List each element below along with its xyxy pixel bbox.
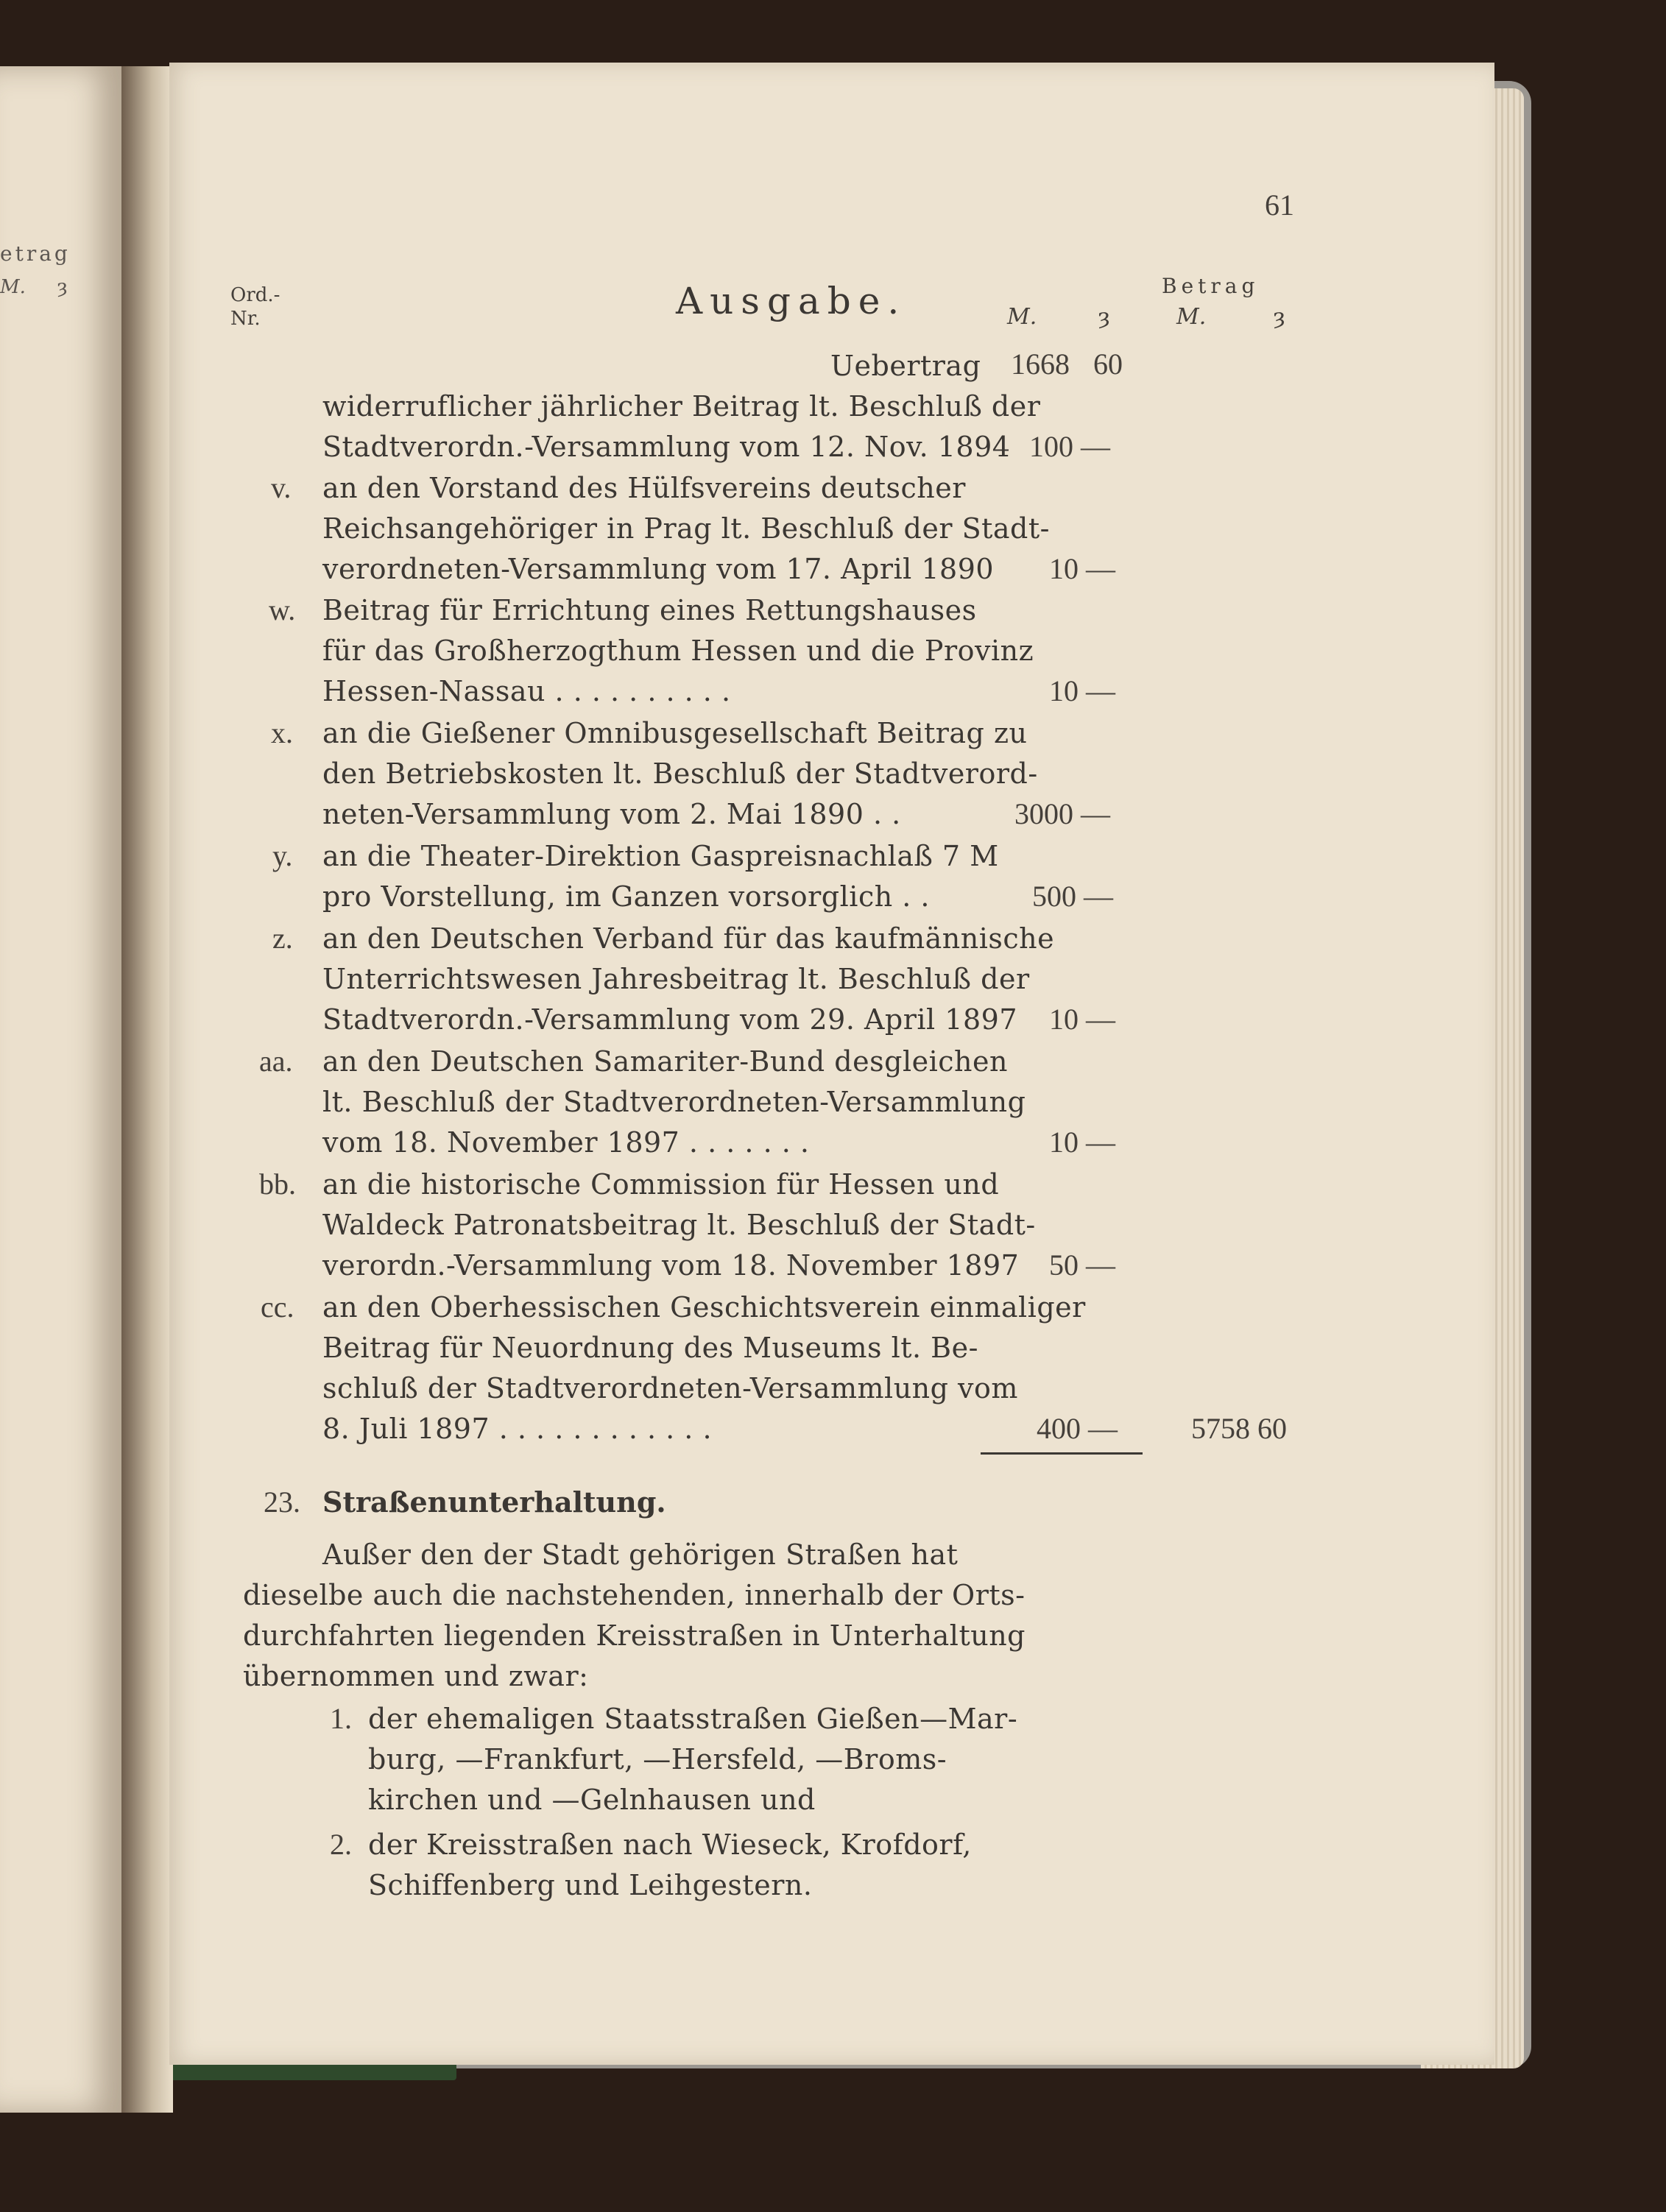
list-line: burg, —Frankfurt, —Hersfeld, —Broms- — [368, 1743, 947, 1775]
entry-line: widerruflicher jährlicher Beitrag lt. Beschluß der — [322, 390, 1041, 423]
right-page — [169, 63, 1494, 2065]
list-nr: 1. — [330, 1702, 352, 1735]
carry-pf: 60 — [1093, 347, 1123, 381]
entry-line: an die historische Commission für Hessen und — [322, 1168, 1000, 1201]
entry-amount: 10 — — [1049, 552, 1115, 585]
entry-line: an den Deutschen Samariter-Bund desgleichen — [322, 1045, 1008, 1078]
left-fragment-betrag: etrag — [0, 241, 71, 266]
entry-line: Unterrichtswesen Jahresbeitrag lt. Beschluß der — [322, 963, 1030, 995]
entry-amount: 50 — — [1049, 1248, 1115, 1282]
entry-amount: 400 — — [1037, 1412, 1118, 1445]
entry-line: Beitrag für Neuordnung des Museums lt. Be- — [322, 1332, 978, 1364]
left-fragment-mark: M. — [0, 276, 26, 298]
left-fragment-pf: ȝ — [57, 276, 68, 298]
col1-pf-header: ȝ — [1098, 304, 1110, 330]
entry-amount: 10 — — [1049, 1003, 1115, 1036]
betrag-header: Betrag — [1162, 274, 1260, 298]
entry-nr: x. — [271, 716, 293, 749]
ord-header-line1: Ord.- — [230, 284, 280, 306]
book-gutter — [121, 66, 173, 2113]
paragraph-line: Außer den der Stadt gehörigen Straßen hat — [322, 1538, 959, 1571]
entry-nr: v. — [271, 471, 292, 504]
entry-nr: w. — [269, 593, 296, 626]
carry-label: Uebertrag — [830, 350, 981, 382]
entry-line: an den Deutschen Verband für das kaufmännische — [322, 922, 1055, 955]
entry-nr: cc. — [261, 1290, 294, 1324]
entry-line: Hessen-Nassau . . . . . . . . . . — [322, 675, 731, 707]
entry-line: verordn.-Versammlung vom 18. November 1897 — [322, 1249, 1020, 1282]
ord-header-line2: Nr. — [230, 308, 261, 330]
entry-amount: 3000 — — [1014, 797, 1110, 830]
entry-line: Reichsangehöriger in Prag lt. Beschluß der Stadt- — [322, 512, 1050, 545]
entry-line: an die Gießener Omnibusgesellschaft Beitrag zu — [322, 717, 1028, 749]
entry-line: an die Theater-Direktion Gaspreisnachlaß 7 M — [322, 840, 999, 872]
sum-rule — [981, 1452, 1143, 1455]
list-line: kirchen und —Gelnhausen und — [368, 1784, 816, 1816]
list-line: Schiffenberg und Leihgestern. — [368, 1869, 813, 1901]
list-nr: 2. — [330, 1828, 352, 1861]
entry-line: schluß der Stadtverordneten-Versammlung vom — [322, 1372, 1018, 1404]
entry-line: Stadtverordn.-Versammlung vom 29. April 1897 — [322, 1003, 1018, 1036]
entry-nr: bb. — [259, 1167, 296, 1201]
paragraph-line: dieselbe auch die nachstehenden, innerhalb der Orts- — [243, 1579, 1026, 1611]
entry-amount: 10 — — [1049, 674, 1115, 707]
entry-line: pro Vorstellung, im Ganzen vorsorglich . . — [322, 880, 931, 913]
section-nr: 23. — [264, 1485, 300, 1519]
entry-line: 8. Juli 1897 . . . . . . . . . . . . — [322, 1413, 713, 1445]
col2-mark-header: M. — [1176, 304, 1207, 330]
entry-nr: y. — [272, 839, 293, 872]
paragraph-line: durchfahrten liegenden Kreisstraßen in Unterhaltung — [243, 1619, 1026, 1652]
entry-line: vom 18. November 1897 . . . . . . . — [322, 1126, 810, 1159]
entry-line: lt. Beschluß der Stadtverordneten-Versammlung — [322, 1086, 1026, 1118]
col1-mark-header: M. — [1007, 304, 1037, 330]
list-line: der ehemaligen Staatsstraßen Gießen—Mar- — [368, 1703, 1018, 1735]
entry-nr: aa. — [259, 1045, 293, 1078]
entry-line: neten-Versammlung vom 2. Mai 1890 . . — [322, 798, 901, 830]
entry-line: Waldeck Patronatsbeitrag lt. Beschluß der Stadt- — [322, 1209, 1036, 1241]
entry-amount: 100 — — [1029, 430, 1110, 463]
entry-line: Beitrag für Errichtung eines Rettungshauses — [322, 594, 977, 626]
list-line: der Kreisstraßen nach Wieseck, Krofdorf, — [368, 1828, 972, 1861]
entry-amount: 500 — — [1032, 880, 1113, 913]
entry-line: verordneten-Versammlung vom 17. April 1890 — [322, 553, 995, 585]
entry-amount: 10 — — [1049, 1126, 1115, 1159]
entry-line: an den Vorstand des Hülfsvereins deutscher — [322, 472, 966, 504]
entry-line: an den Oberhessischen Geschichtsverein einmaliger — [322, 1291, 1086, 1324]
entry-line: Stadtverordn.-Versammlung vom 12. Nov. 1894 — [322, 431, 1011, 463]
entry-line: den Betriebskosten lt. Beschluß der Stadtverord- — [322, 757, 1038, 790]
page-number: 61 — [1265, 188, 1294, 222]
col2-pf-header: ȝ — [1274, 304, 1285, 330]
left-page — [0, 66, 121, 2113]
carry-mark: 1668 — [1011, 347, 1070, 381]
paragraph-line: übernommen und zwar: — [243, 1660, 589, 1692]
page-title: Ausgabe. — [676, 280, 907, 322]
entry-line: für das Großherzogthum Hessen und die Provinz — [322, 635, 1034, 667]
section-total: 5758 60 — [1191, 1412, 1287, 1445]
section-heading: Straßenunterhaltung. — [322, 1485, 666, 1519]
entry-nr: z. — [272, 922, 293, 955]
